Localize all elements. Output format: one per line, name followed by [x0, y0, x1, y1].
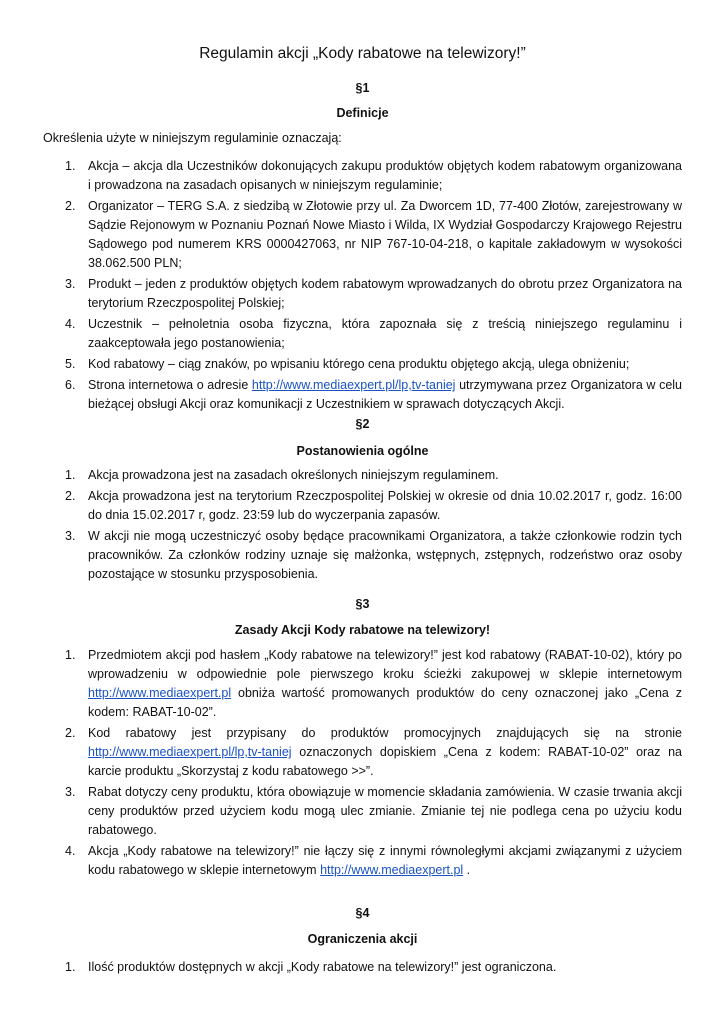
section-3-heading: Zasady Akcji Kody rabatowe na telewizory! — [234, 623, 491, 637]
section-2-list — [0, 466, 725, 586]
section-4-heading: Ograniczenia akcji — [307, 932, 418, 946]
section-1-list — [0, 157, 725, 416]
list-item: 3. Rabat dotyczy ceny produktu, która obowiązuje w momencie składania zamówienia. W czasie trwania akcji ceny produktów przed użyciem kodu mogą ulec zmianie. Zmianie tej nie podlega cena po użyciu kodu rabatowego. — [65, 785, 682, 837]
section-4-number: §4 — [355, 906, 370, 920]
list-item: 1. Przedmiotem akcji pod hasłem „Kody rabatowe na telewizory!” jest kod rabatowy (RABAT-10-02), który po wprowadzeniu w odpowiednie pole pierwszego kroku ścieżki zakupowej w sklepie internetowym http://www.mediaexpert.pl obniża wartość promowanych produktów do ceny oznaczonej jako „Cena z kodem: RABAT-10-02”. — [65, 648, 682, 719]
list-item: 1. Akcja – akcja dla Uczestników dokonujących zakupu produktów objętych kodem rabatowym organizowana i prowadzona na zasadach opisanych w niniejszym regulaminie; — [65, 159, 682, 192]
list-item: 2. Akcja prowadzona jest na terytorium Rzeczpospolitej Polskiej w okresie od dnia 10.02.2017 r, godz. 16:00 do dnia 15.02.2017 r, godz. 23:59 lub do wyczerpania zapasów. — [65, 489, 682, 522]
document-title: Regulamin akcji „Kody rabatowe na telewizory!” — [199, 45, 526, 62]
section-2-number: §2 — [355, 417, 370, 431]
list-item: 3. Produkt – jeden z produktów objętych kodem rabatowym wprowadzanych do obrotu przez Organizatora na terytorium Rzeczpospolitej Polskiej; — [65, 277, 682, 310]
section-3-list — [0, 646, 725, 882]
mediaexpert-link[interactable]: http://www.mediaexpert.pl — [320, 863, 464, 877]
mediaexpert-tv-link[interactable]: http://www.mediaexpert.pl/lp,tv-taniej — [251, 378, 456, 392]
list-item: 5. Kod rabatowy – ciąg znaków, po wpisaniu którego cena produktu objętego akcją, ulega obniżeniu; — [65, 357, 630, 371]
list-item: 4. Akcja „Kody rabatowe na telewizory!” nie łączy się z innymi równoległymi akcjami związanymi z użyciem kodu rabatowego w sklepie internetowym http://www.mediaexpert.pl . — [65, 844, 682, 877]
list-item: 1. Akcja prowadzona jest na zasadach określonych niniejszym regulaminem. — [65, 468, 499, 482]
list-item: 6. Strona internetowa o adresie http://www.mediaexpert.pl/lp,tv-taniej utrzymywana przez Organizatora w celu bieżącej obsługi Akcji oraz komunikacji z Uczestnikiem w sprawach dotyczących Akcji. — [65, 378, 682, 411]
list-item: 4. Uczestnik – pełnoletnia osoba fizyczna, która zapoznała się z treścią niniejszego regulaminu i zaakceptowała jego postanowienia; — [65, 317, 682, 350]
list-item: 3. W akcji nie mogą uczestniczyć osoby będące pracownikami Organizatora, a także członkowie rodzin tych pracowników. Za członków rodziny uznaje się małżonka, wstępnych, zstępnych, rodzeństwo oraz osoby pozostające w stosunku przysposobienia. — [65, 529, 682, 581]
section-4-list — [0, 958, 725, 979]
list-item: 2. Kod rabatowy jest przypisany do produktów promocyjnych znajdujących się na stronie http://www.mediaexpert.pl/lp,tv-taniej oznaczonych dopiskiem „Cena z kodem: RABAT-10-02” oraz na karcie produktu „Skorzystaj z kodu rabatowego >>”. — [65, 726, 682, 778]
list-item: 1. Ilość produktów dostępnych w akcji „Kody rabatowe na telewizory!” jest ograniczona. — [65, 960, 557, 974]
mediaexpert-tv-link[interactable]: http://www.mediaexpert.pl/lp,tv-taniej — [88, 745, 292, 759]
mediaexpert-link[interactable]: http://www.mediaexpert.pl — [88, 686, 232, 700]
section-1-number: §1 — [355, 81, 370, 95]
section-1-heading: Definicje — [336, 106, 389, 120]
list-item: 2. Organizator – TERG S.A. z siedzibą w Złotowie przy ul. Za Dworcem 1D, 77-400 Złotów, zarejestrowany w Sądzie Rejonowym w Poznaniu Poznań Nowe Miasto i Wilda, IX Wydział Gospodarczy Krajowego Rejestru Sądowego pod numerem KRS 0000427063, nr NIP 767-10-04-218, o kapitale zakładowym w wysokości 38.062.500 PLN; — [65, 199, 682, 270]
section-3-number: §3 — [355, 597, 370, 611]
section-2-heading: Postanowienia ogólne — [296, 444, 429, 458]
section-1-intro: Określenia użyte w niniejszym regulaminie oznaczają: — [43, 131, 342, 145]
